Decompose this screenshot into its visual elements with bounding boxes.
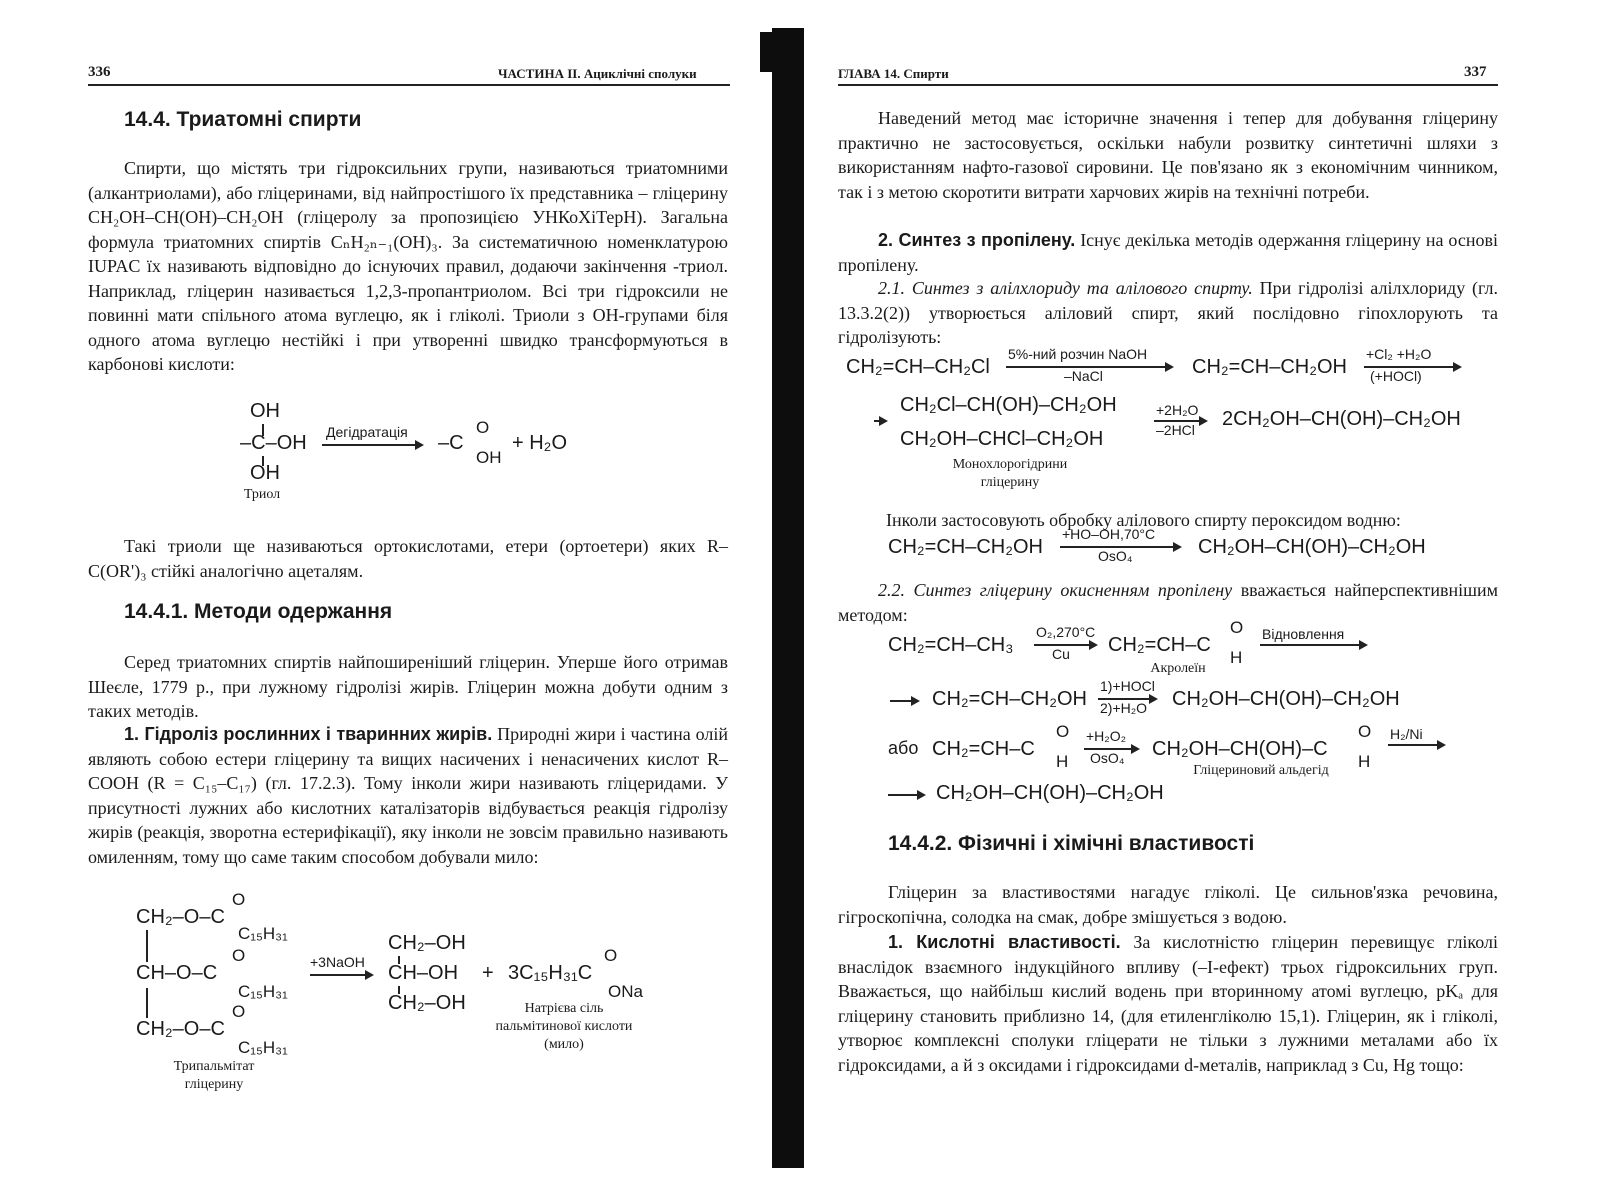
formula-text: CH₂=CH–CH₂Cl: [846, 356, 990, 378]
paragraph: Такі триоли ще називаються ортокислотами, етери (ортоетери) яких R–C(OR')₃ стійкі аналогічно ацеталям.: [88, 536, 728, 581]
paragraph: [838, 276, 1498, 350]
italic-lead: 2.2. Синтез гліцерину окисненням пропілену: [878, 580, 1233, 600]
subsection-title: 14.4.1. Методи одержання: [124, 600, 393, 623]
formula-text: CH₂–O–C: [136, 906, 225, 928]
formula-text: або: [888, 738, 919, 758]
paragraph: [838, 228, 1498, 277]
bold-lead: 1. Гідроліз рослинних і тваринних жирів.: [124, 724, 493, 744]
reaction-arrow: [888, 794, 924, 796]
arrow-label: +2H₂O: [1156, 402, 1199, 418]
paragraph: Інколи застосовують обробку алілового спирту пероксидом водню:: [886, 510, 1401, 530]
paragraph-text: За кислотністю гліцерин перевищує гліколі внаслідок взаємного індукційного впливу (–I-ефект) трьох гідроксильних груп. Вважається, що найбільш кислий водень при вторинному атомі вуглецю, pKₐ для гліцерину становить приблизно 14, (для етиленгліколю 15,1). Гліцерин, як і гліколі, утворює комплексні сполуки гліцерати не тільки з лужними металами або їх гідроксидами, а й з оксидами і гідроксидами d-металів, наприклад з Cu, Hg тощо:: [838, 932, 1499, 1075]
paragraph: [838, 930, 1498, 1077]
page-number: 337: [1464, 64, 1487, 80]
bond-line: [146, 930, 148, 962]
arrow-label: Cu: [1052, 646, 1070, 662]
subsection-title: 14.4.2. Фізичні і хімічні властивості: [888, 832, 1255, 855]
arrow-label: 5%-ний розчин NaOH: [1008, 346, 1148, 362]
formula-text: C₁₅H₃₁: [238, 924, 288, 943]
bold-lead: 1. Кислотні властивості.: [888, 932, 1121, 952]
formula-text: OH: [250, 400, 280, 422]
formula-text: H: [1230, 648, 1243, 667]
formula-text: O: [1358, 722, 1372, 741]
reaction-arrow: [310, 974, 372, 976]
arrow-label: (+HOCl): [1370, 368, 1422, 384]
formula-text: O: [1230, 618, 1244, 637]
formula-text: O: [232, 890, 246, 909]
paragraph: [88, 722, 728, 869]
left-page: [0, 0, 790, 1191]
formula-text: –C–OH: [240, 432, 307, 454]
reaction-arrow: [322, 444, 422, 446]
formula-text: C₁₅H₃₁: [238, 982, 288, 1001]
running-header: ЧАСТИНА II. Ациклічні сполуки: [498, 66, 697, 81]
header-rule: [838, 84, 1498, 86]
formula-text: CH₂–OH: [388, 932, 466, 954]
arrow-label: O₂,270°C: [1036, 624, 1096, 640]
formula-text: CH₂OH–CHCl–CH₂OH: [900, 428, 1104, 450]
arrow-label: –2HCl: [1156, 422, 1195, 438]
arrow-label: Відновлення: [1262, 626, 1345, 642]
formula-text: 3C₁₅H₃₁C: [508, 962, 593, 984]
right-page: [810, 0, 1605, 1191]
paragraph-text: При гідролізі алілхлориду (гл. 13.3.2(2)) утворюється аліловий спирт, який послідовно гіпохлорують та гідролізують:: [838, 278, 1498, 347]
formula-text: CH₂=CH–C: [1108, 634, 1211, 656]
header-rule: [88, 84, 730, 86]
formula-text: O: [232, 946, 246, 965]
caption: Триол: [243, 487, 281, 502]
arrow-label: OsO₄: [1098, 548, 1133, 564]
arrow-label: +HO–OH,70°C: [1062, 526, 1156, 542]
arrow-label: +H₂O₂: [1086, 728, 1127, 744]
formula-text: OH: [476, 448, 502, 467]
formula-text: CH₂OH–CH(OH)–CH₂OH: [936, 782, 1164, 804]
paragraph: Серед триатомних спиртів найпоширеніший гліцерин. Уперше його отримав Шеєле, 1779 р., при лужному гідролізі жирів. Гліцерин можна добути одним з таких методів.: [88, 652, 728, 721]
formula-text: –C: [438, 432, 464, 454]
paragraph: Гліцерин за властивостями нагадує гліколі. Це сильнов'язка речовина, гігроскопічна, солодка на смак, добре змішується з водою.: [838, 882, 1498, 927]
running-header: ГЛАВА 14. Спирти: [838, 66, 949, 81]
reaction-arrow: [1260, 644, 1366, 646]
formula-text: CH₂=CH–CH₂OH: [1192, 356, 1347, 378]
formula-text: + H₂O: [512, 432, 567, 454]
reaction-arrow: [1388, 744, 1444, 746]
caption: Трипальмітат гліцерину: [173, 1059, 255, 1092]
paragraph-text: вважається найперспективнішим методом:: [838, 580, 1498, 625]
formula-text: CH₂=CH–C: [932, 738, 1035, 760]
paragraph: [838, 578, 1498, 627]
formula-text: CH₂=CH–CH₂OH: [932, 688, 1087, 710]
paragraph-text: Природні жири і частина олій являють собою естери гліцерину та вищих насичених і ненасичених кислот R–COOH (R = C₁₅–C₁₇) (гл. 17.2.3). Тому інколи жири називають гліцеридами. У присутності лужних або кислотних каталізаторів відбувається реакція гідролізу жирів (реакція, зворотна естерифікації), яку інколи не зовсім правильно називають омиленням, тому що саме таким способом добували мило:: [88, 724, 728, 867]
formula-text: +: [482, 962, 494, 984]
arrow-label: H₂/Ni: [1390, 726, 1423, 742]
arrow-label: Дегідратація: [326, 424, 408, 440]
caption: Натрієва сіль пальмітинової кислоти (мило): [495, 1001, 633, 1052]
section-title: 14.4. Триатомні спирти: [124, 108, 362, 131]
bond-line: [146, 988, 148, 1018]
formula-text: CH₂=CH–CH₃: [888, 634, 1014, 656]
formula-text: H: [1358, 752, 1371, 771]
paragraph: Наведений метод має історичне значення і тепер для добування гліцерину практично не застосовується, оскільки набули розвитку синтетичні шляхи з використанням нафто-газової сировини. Це пов'язано як з економічним чинником, так і з метою скоротити витрати харчових жирів на технічні потреби.: [838, 108, 1498, 202]
formula-text: CH–OH: [388, 962, 459, 984]
formula-text: CH₂OH–CH(OH)–CH₂OH: [1172, 688, 1400, 710]
page-number: 336: [88, 64, 111, 80]
reaction-arrow: [890, 700, 918, 702]
formula-text: C₁₅H₃₁: [238, 1038, 288, 1057]
formula-text: O: [1056, 722, 1070, 741]
formula-text: CH₂=CH–CH₂OH: [888, 536, 1043, 558]
arrow-label: –NaCl: [1064, 368, 1103, 384]
formula-text: ONa: [608, 982, 643, 1001]
paragraph-text: Існує декілька методів одержання гліцерину на основі пропілену.: [838, 230, 1499, 275]
reagent-label: +3NaOH: [310, 954, 365, 970]
caption: Монохлорогідрини гліцерину: [952, 457, 1068, 490]
arrow-label: 1)+HOCl: [1100, 678, 1155, 694]
formula-text: 2CH₂OH–CH(OH)–CH₂OH: [1222, 408, 1461, 430]
paragraph: Спирти, що містять три гідроксильних групи, називаються триатомними (алкантриолами), або гліцеринами, від найпростішого їх представника – гліцерину CH₂OH–CH(OH)–CH₂OH (гліцеролу за пропозицією УНКоХіТерН). Загальна формула триатомних спиртів CₙH₂ₙ₋₁(OH)₃. За систематичною номенклатурою IUPAC їх називають відповідно до існуючих правил, додаючи закінчення -триол. Наприклад, гліцерин називається 1,2,3-пропантриолом. Всі три гідроксили не повинні мати спільного атома вуглецю, як і гліколі. Триоли з OH-групами біля одного атома вуглецю нестійкі і при утворенні швидко трансформуються в карбонові кислоти:: [88, 158, 728, 374]
formula-text: CH₂Cl–CH(OH)–CH₂OH: [900, 394, 1117, 416]
formula-text: CH₂OH–CH(OH)–C: [1152, 738, 1328, 760]
formula-text: OH: [250, 462, 280, 484]
formula-text: O: [476, 418, 490, 437]
formula-text: CH₂OH–CH(OH)–CH₂OH: [1198, 536, 1426, 558]
formula-text: CH–O–C: [136, 962, 218, 984]
reaction-arrow: [874, 420, 886, 422]
formula-text: H: [1056, 752, 1069, 771]
formula-text: O: [232, 1002, 246, 1021]
formula-text: O: [604, 946, 618, 965]
formula-text: CH₂–OH: [388, 992, 466, 1014]
formula-text: CH₂–O–C: [136, 1018, 225, 1040]
caption: Гліцериновий альдегід: [1193, 763, 1329, 778]
arrow-label: OsO₄: [1090, 750, 1125, 766]
caption: Акролеїн: [1150, 661, 1206, 676]
arrow-label: +Cl₂ +H₂O: [1366, 346, 1432, 362]
bold-lead: 2. Синтез з пропілену.: [878, 230, 1076, 250]
arrow-label: 2)+H₂O: [1100, 700, 1148, 716]
italic-lead: 2.1. Синтез з алілхлориду та алілового спирту.: [878, 278, 1253, 298]
